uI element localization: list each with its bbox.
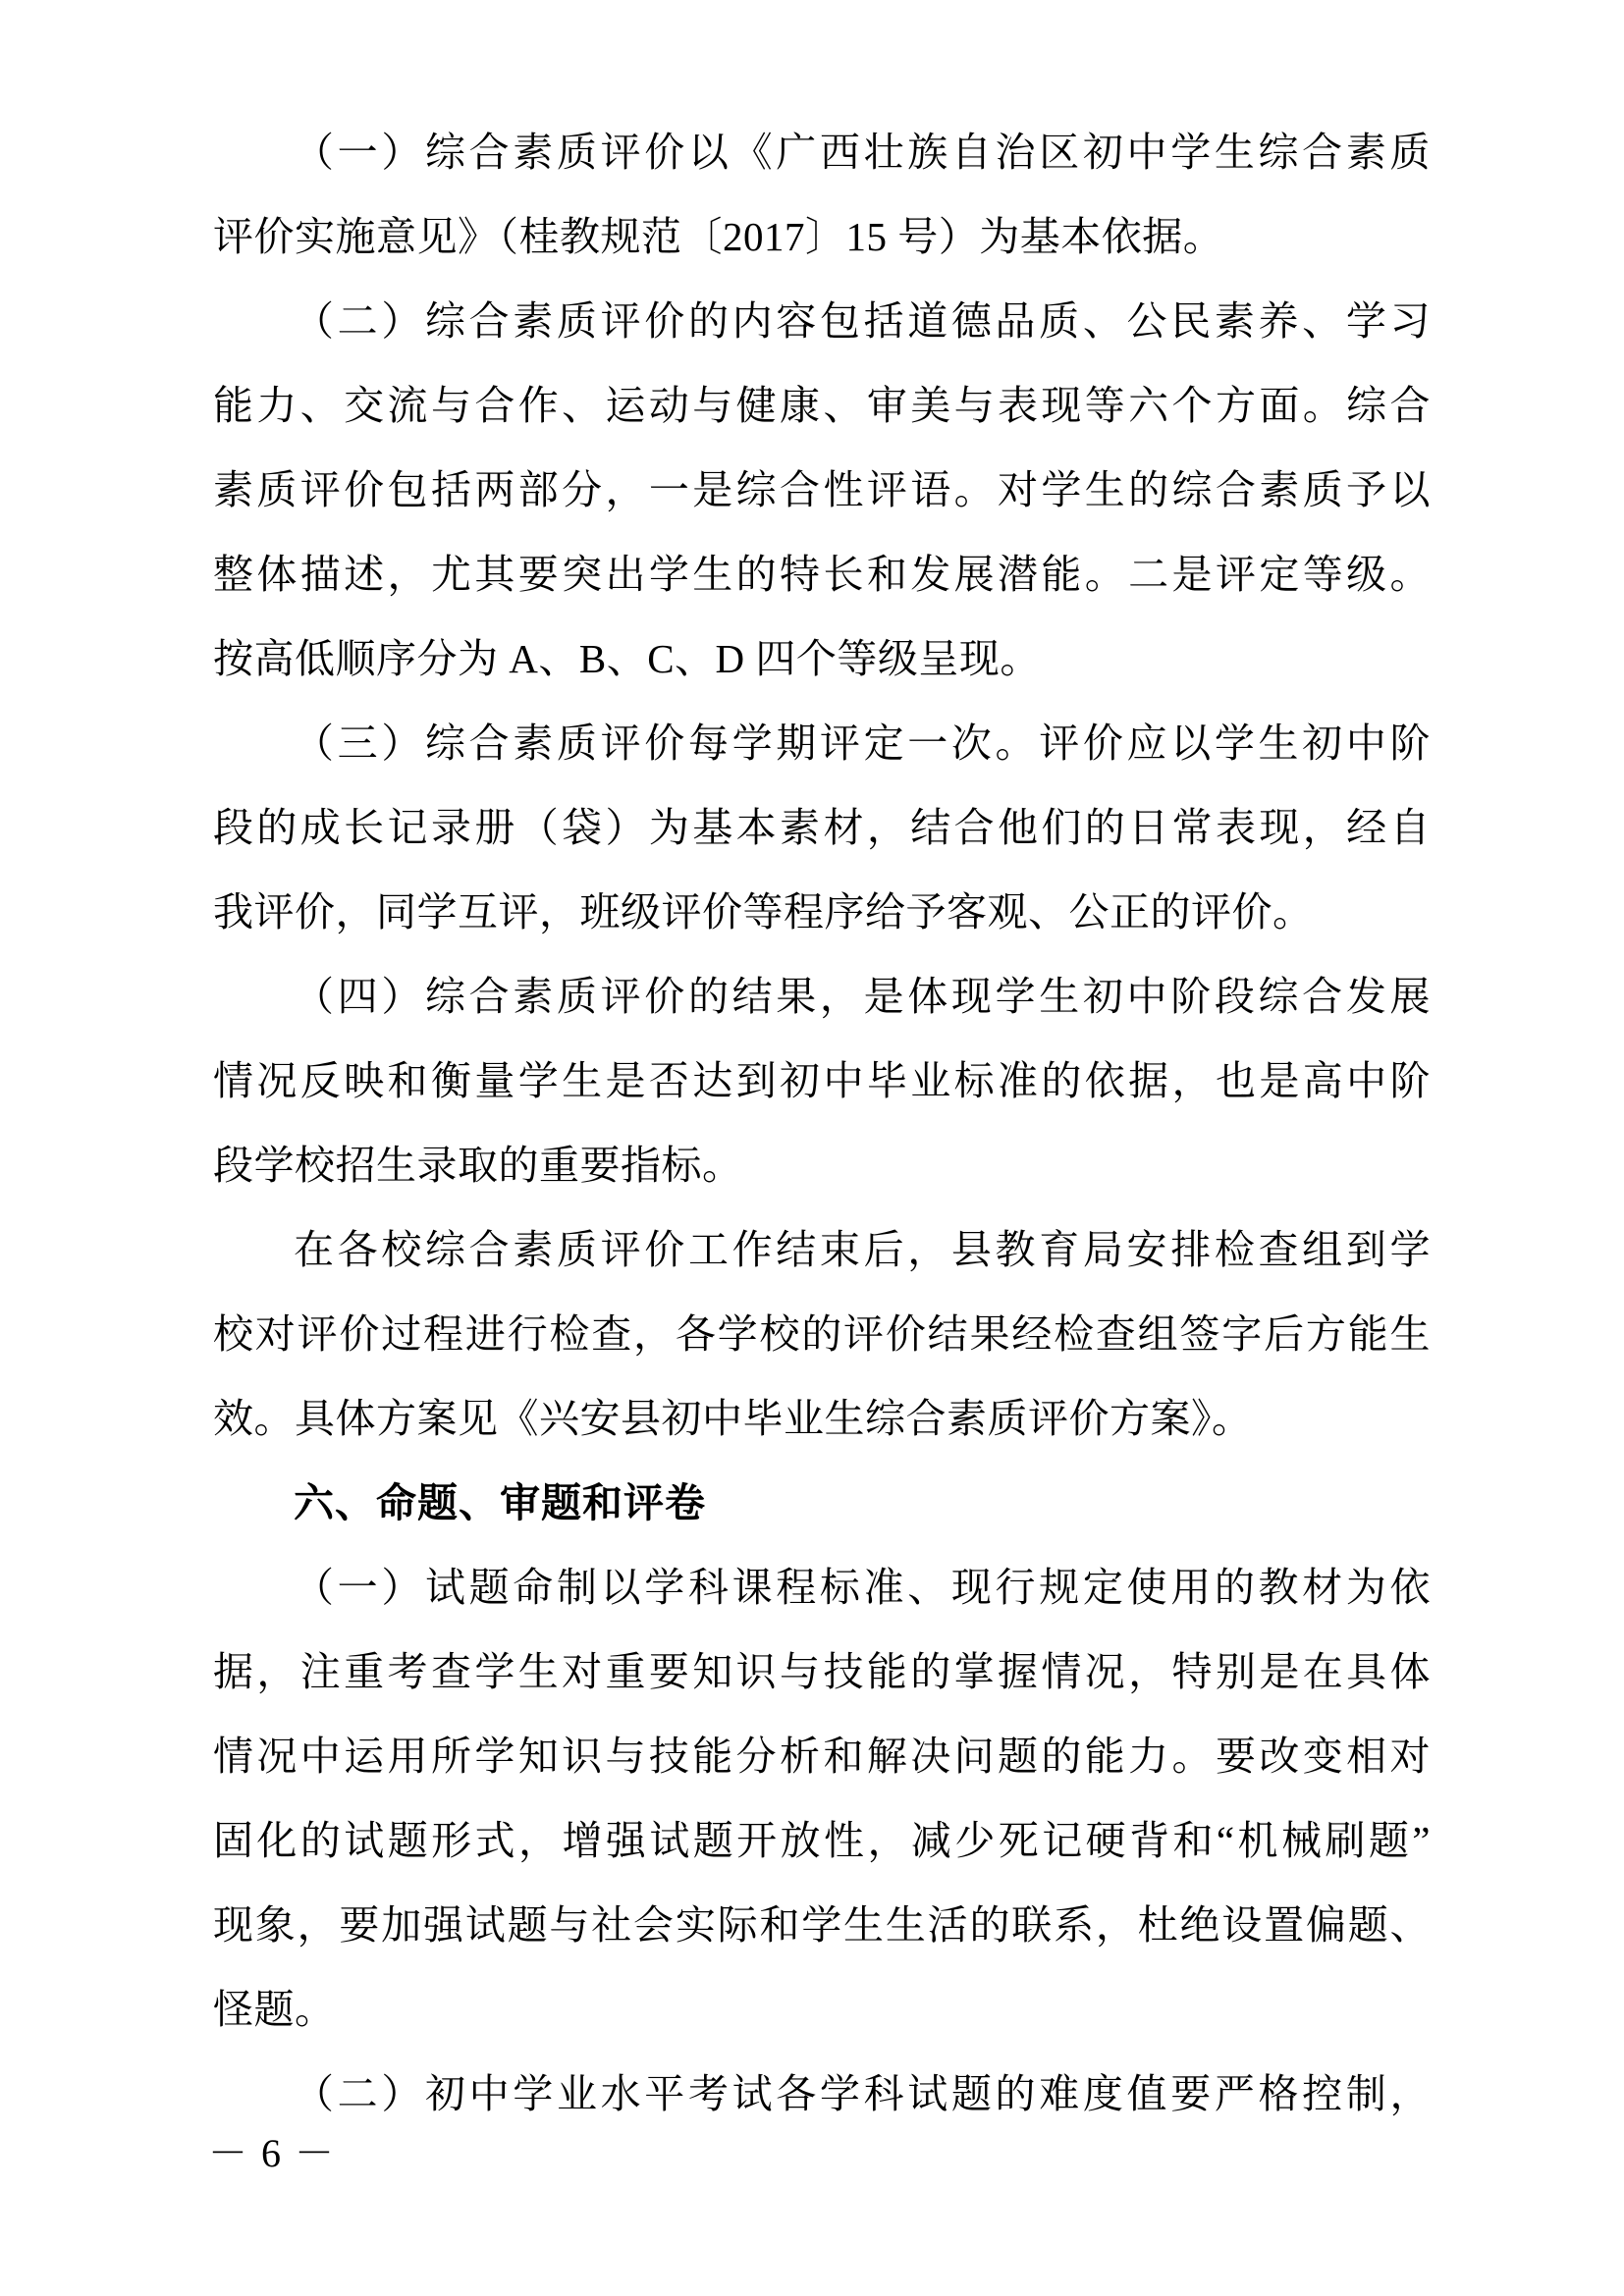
document-line: 段的成长记录册（袋）为基本素材，结合他们的日常表现，经自 — [213, 805, 1431, 850]
section-heading: 六、命题、审题和评卷 — [294, 1480, 706, 1525]
document-line: （三）综合素质评价每学期评定一次。评价应以学生初中阶 — [294, 721, 1431, 766]
document-line: 在各校综合素质评价工作结束后，县教育局安排检查组到学 — [294, 1227, 1431, 1272]
document-line: 效。具体方案见《兴安县初中毕业生综合素质评价方案》。 — [213, 1396, 1253, 1441]
document-line: 情况中运用所学知识与技能分析和解决问题的能力。要改变相对 — [213, 1734, 1431, 1779]
document-line: （二）综合素质评价的内容包括道德品质、公民素养、学习 — [294, 298, 1431, 344]
document-line: （四）综合素质评价的结果，是体现学生初中阶段综合发展 — [294, 974, 1431, 1019]
document-line: 能力、交流与合作、运动与健康、审美与表现等六个方面。综合 — [213, 383, 1431, 428]
page-number: － 6 － — [208, 2131, 336, 2175]
document-line: 情况反映和衡量学生是否达到初中毕业标准的依据，也是高中阶 — [213, 1058, 1431, 1103]
document-line: 素质评价包括两部分，一是综合性评语。对学生的综合素质予以 — [213, 467, 1431, 512]
document-line: （一）试题命制以学科课程标准、现行规定使用的教材为依 — [294, 1565, 1431, 1610]
document-line: （一）综合素质评价以《广西壮族自治区初中学生综合素质 — [294, 130, 1431, 175]
document-line: 整体描述，尤其要突出学生的特长和发展潜能。二是评定等级。 — [213, 552, 1431, 597]
document-line: 据，注重考查学生对重要知识与技能的掌握情况，特别是在具体 — [213, 1649, 1431, 1694]
document-line: 校对评价过程进行检查，各学校的评价结果经检查组签字后方能生 — [213, 1311, 1431, 1357]
document-line: 段学校招生录取的重要指标。 — [213, 1143, 743, 1188]
document-line: 固化的试题形式，增强试题开放性，减少死记硬背和“机械刷题” — [213, 1818, 1431, 1863]
document-line: 怪题。 — [213, 1987, 336, 2032]
text-column — [213, 110, 1431, 2136]
document-line: 评价实施意见》（桂教规范〔2017〕15 号）为基本依据。 — [213, 214, 1224, 259]
document-line: 我评价，同学互评，班级评价等程序给予客观、公正的评价。 — [213, 889, 1314, 934]
document-line: 现象，要加强试题与社会实际和学生生活的联系，杜绝设置偏题、 — [213, 1902, 1431, 1948]
document-line: 按高低顺序分为 A、B、C、D 四个等级呈现。 — [213, 636, 1041, 681]
document-line: （二）初中学业水平考试各学科试题的难度值要严格控制， — [294, 2071, 1431, 2116]
